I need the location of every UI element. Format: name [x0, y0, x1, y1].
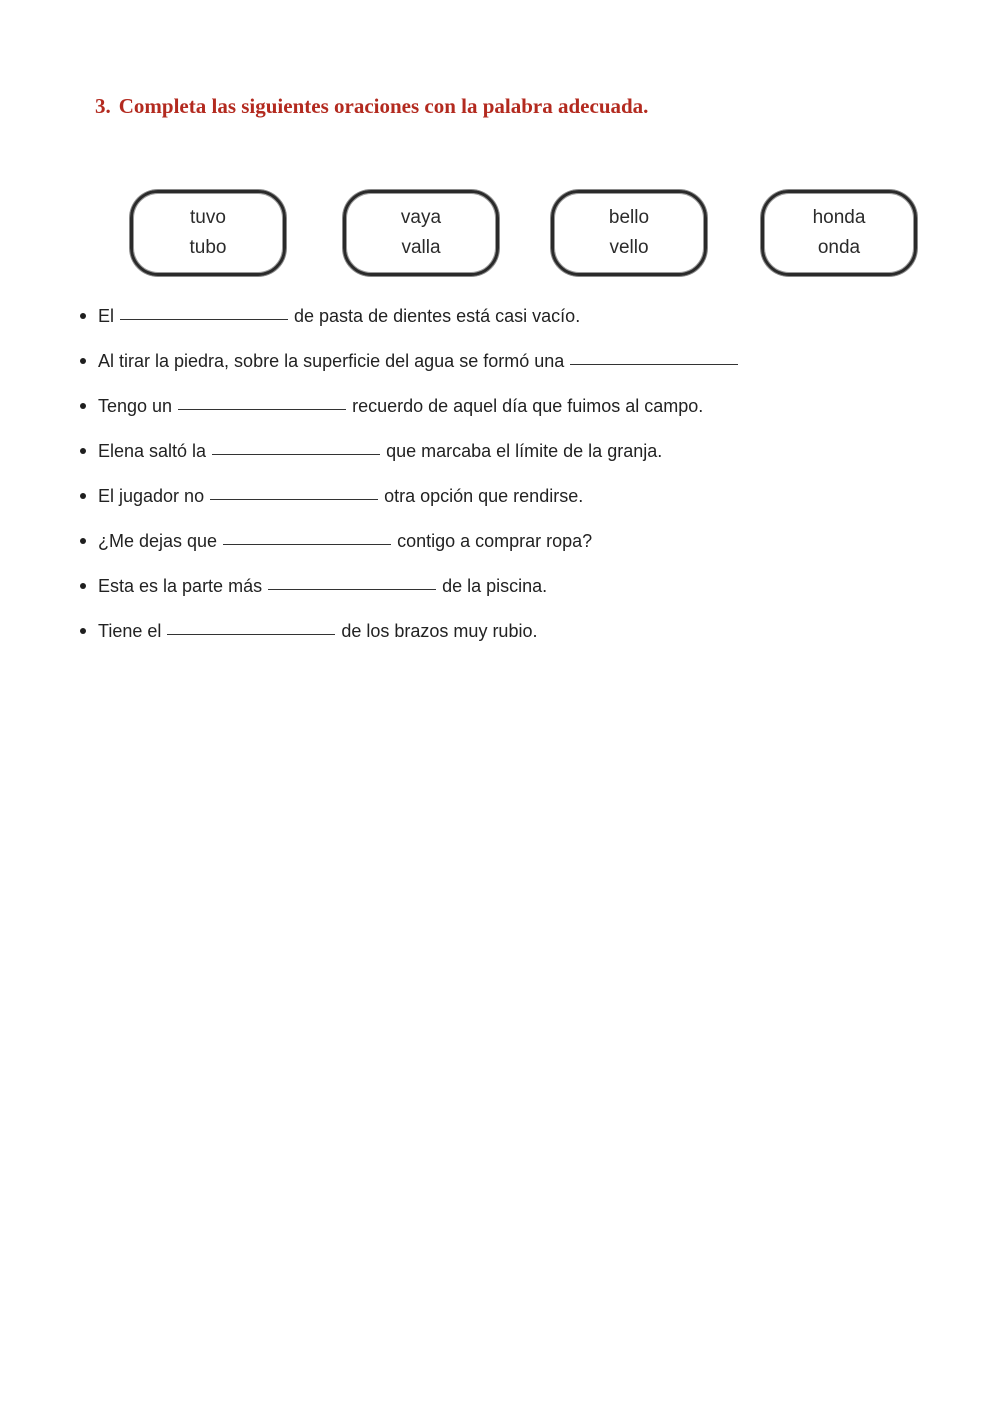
- sentence-after: contigo a comprar ropa?: [397, 531, 593, 551]
- word-option: vaya: [400, 207, 442, 228]
- sentence-before: Esta es la parte más: [98, 576, 263, 596]
- word-option: valla: [401, 237, 441, 258]
- answer-blank[interactable]: [212, 454, 380, 455]
- answer-blank[interactable]: [210, 499, 378, 500]
- bullet-icon: [80, 403, 86, 409]
- bullet-icon: [80, 493, 86, 499]
- bullet-icon: [80, 628, 86, 634]
- sentence-before: Al tirar la piedra, sobre la superficie del agua se formó una: [98, 351, 565, 371]
- sentence-item: [80, 486, 980, 531]
- sentence-after: recuerdo de aquel día que fuimos al campo.: [352, 396, 704, 416]
- sentence-item: [80, 351, 980, 396]
- word-option: vello: [609, 237, 649, 258]
- sentence-after: de la piscina.: [442, 576, 548, 596]
- sentence-after: de pasta de dientes está casi vacío.: [294, 306, 581, 326]
- word-box-vaya-valla: [343, 190, 499, 276]
- exercise-instruction: Completa las siguientes oraciones con la palabra adecuada.: [118, 94, 649, 118]
- word-box-tuvo-tubo: [130, 190, 286, 276]
- exercise-number: 3.: [95, 94, 111, 118]
- answer-blank[interactable]: [570, 364, 738, 365]
- sentence-after: otra opción que rendirse.: [384, 486, 584, 506]
- answer-blank[interactable]: [167, 634, 335, 635]
- sentence-before: El: [98, 306, 115, 326]
- answer-blank[interactable]: [120, 319, 288, 320]
- sentence-before: Tiene el: [98, 621, 162, 641]
- sentence-before: ¿Me dejas que: [98, 531, 218, 551]
- sentence-item: [80, 306, 980, 351]
- bullet-icon: [80, 448, 86, 454]
- word-box-bello-vello: [551, 190, 707, 276]
- word-option: honda: [812, 207, 866, 228]
- word-box-honda-onda: [761, 190, 917, 276]
- bullet-icon: [80, 583, 86, 589]
- word-option: bello: [608, 207, 650, 228]
- sentence-after: que marcaba el límite de la granja.: [386, 441, 663, 461]
- answer-blank[interactable]: [223, 544, 391, 545]
- word-option: tubo: [189, 237, 227, 258]
- bullet-icon: [80, 358, 86, 364]
- sentence-before: El jugador no: [98, 486, 205, 506]
- answer-blank[interactable]: [268, 589, 436, 590]
- exercise-title: [95, 94, 648, 119]
- sentence-item: [80, 531, 980, 576]
- sentence-list: [80, 306, 980, 666]
- sentence-before: Tengo un: [98, 396, 173, 416]
- bullet-icon: [80, 313, 86, 319]
- sentence-before: Elena saltó la: [98, 441, 207, 461]
- answer-blank[interactable]: [178, 409, 346, 410]
- sentence-after: de los brazos muy rubio.: [341, 621, 538, 641]
- bullet-icon: [80, 538, 86, 544]
- word-option: tuvo: [190, 207, 226, 228]
- sentence-item: [80, 441, 980, 486]
- sentence-item: [80, 621, 980, 666]
- word-option: onda: [817, 237, 861, 258]
- sentence-item: [80, 396, 980, 441]
- sentence-item: [80, 576, 980, 621]
